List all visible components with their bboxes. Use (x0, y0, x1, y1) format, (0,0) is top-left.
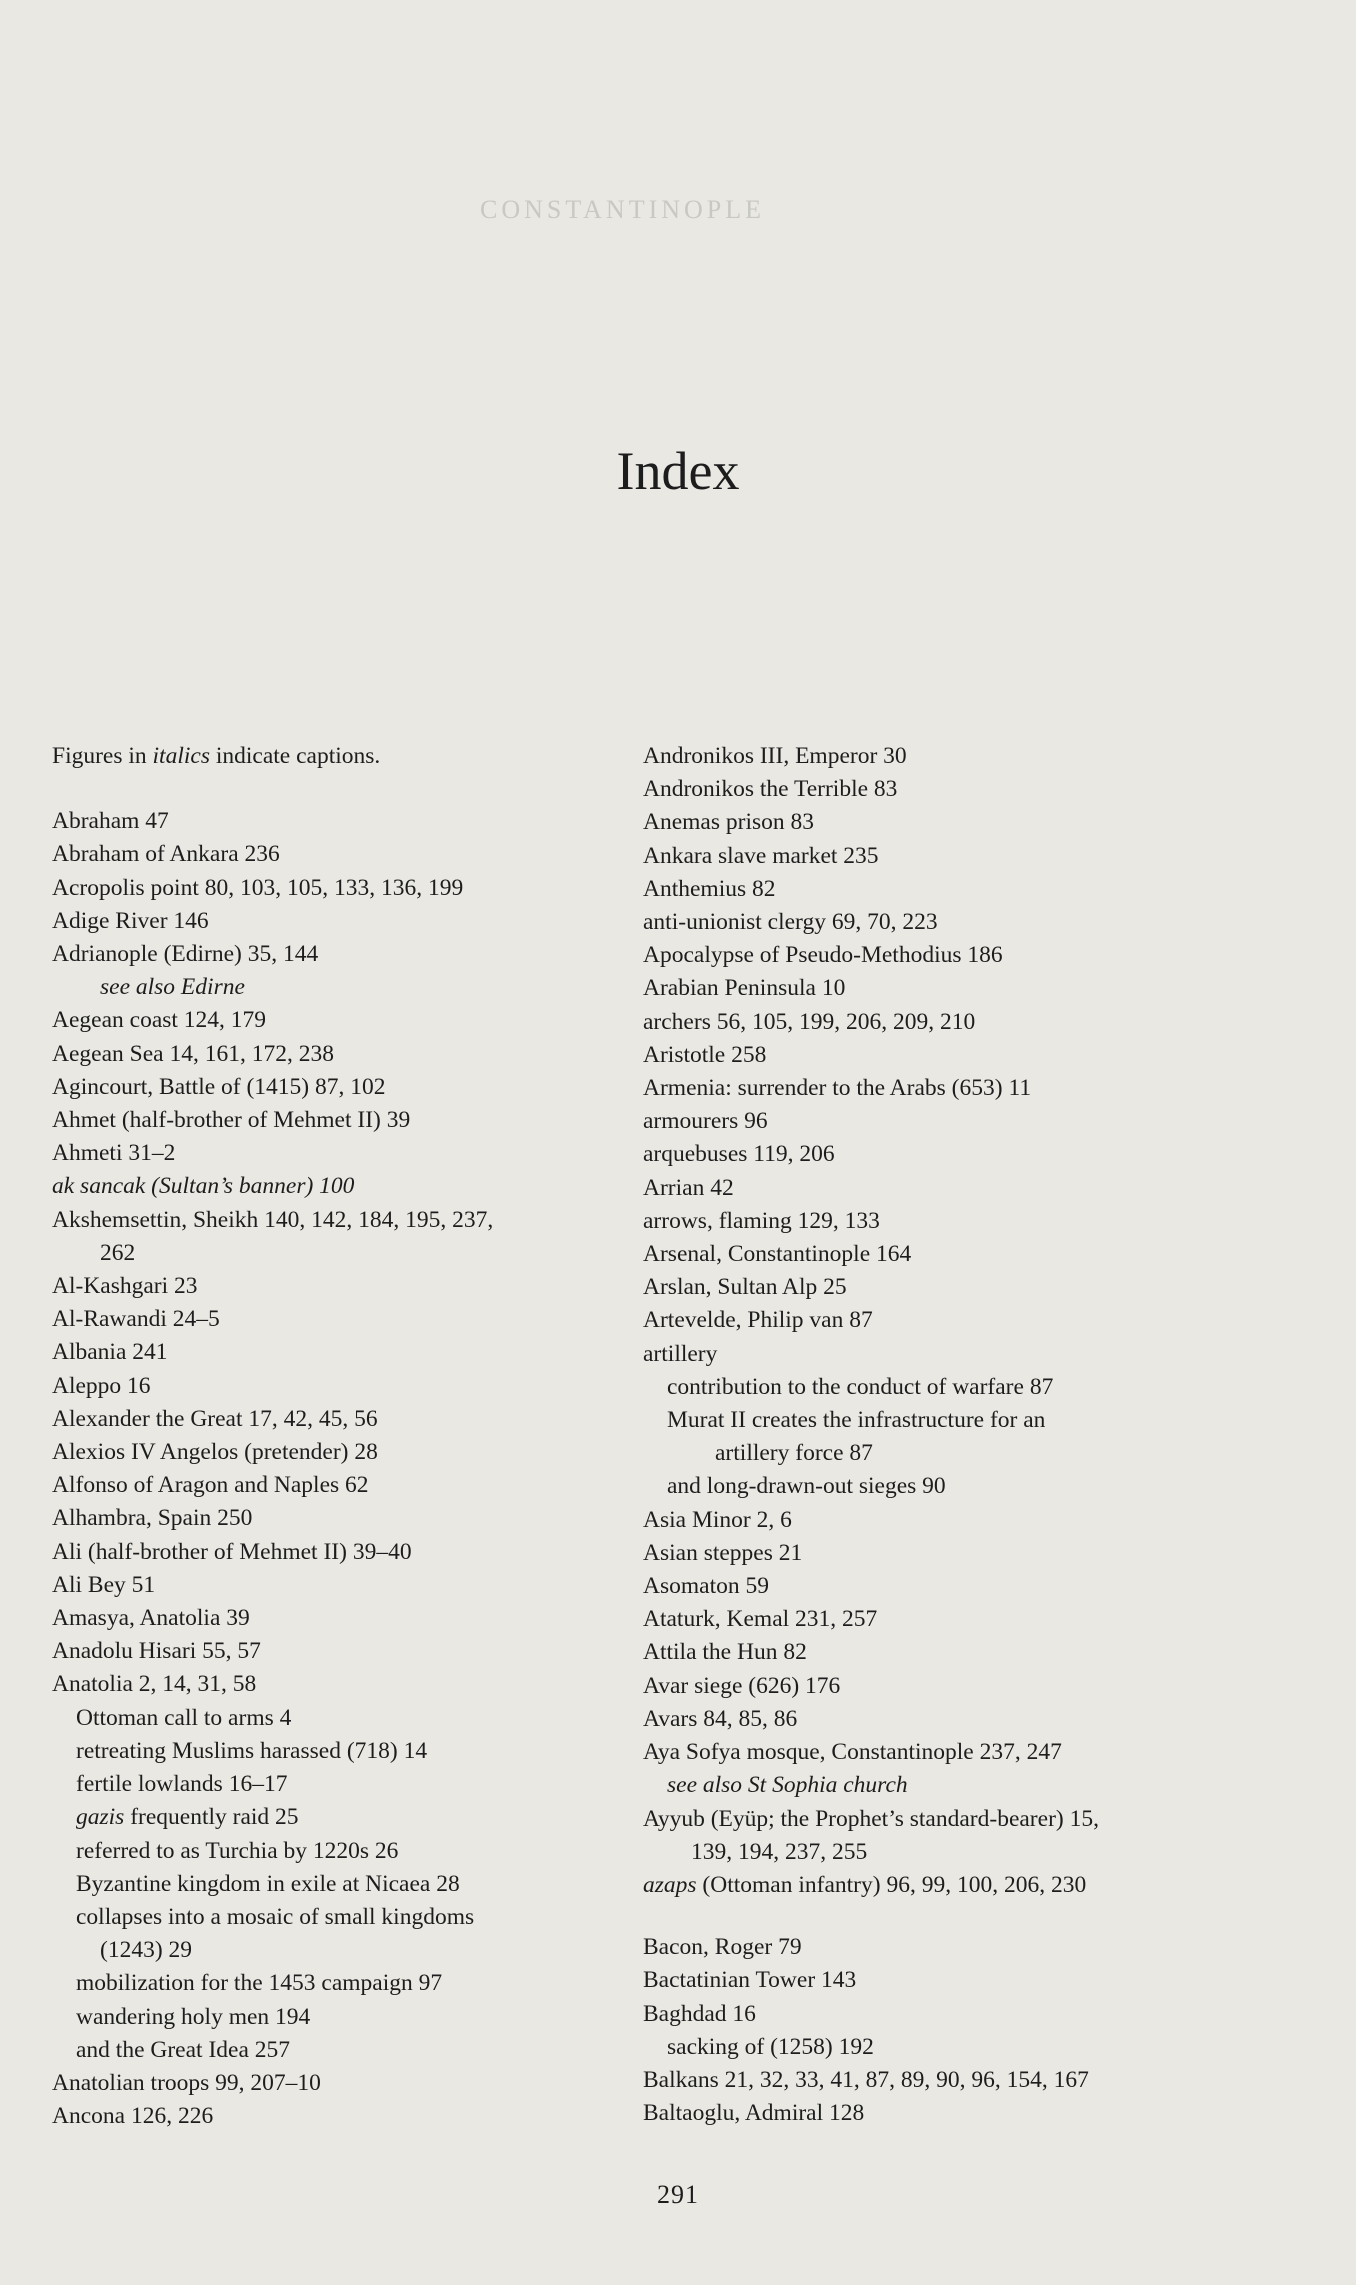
index-entry: Asomaton 59 (643, 1573, 769, 1600)
index-entry: Artevelde, Philip van 87 (643, 1307, 873, 1334)
index-column-left (52, 740, 612, 2133)
index-entry: Asian steppes 21 (643, 1539, 803, 1566)
index-entry: Akshemsettin, Sheikh 140, 142, 184, 195, 237, (52, 1206, 494, 1233)
index-subentry: and the Great Idea 257 (76, 2036, 291, 2063)
index-entry: Ali Bey 51 (52, 1571, 156, 1598)
index-subentry: fertile lowlands 16–17 (76, 1771, 288, 1798)
index-column-right (643, 740, 1283, 2130)
index-subentry: retreating Muslims harassed (718) 14 (76, 1737, 428, 1764)
index-entry: Adige River 146 (52, 907, 209, 934)
index-subentry: Murat II creates the infrastructure for an (667, 1407, 1046, 1434)
index-entry: Arabian Peninsula 10 (643, 975, 846, 1002)
index-subentry-continuation: artillery force 87 (715, 1440, 873, 1467)
index-entry: arrows, flaming 129, 133 (643, 1207, 880, 1234)
index-entry: armourers 96 (643, 1108, 768, 1135)
index-entry: Ancona 126, 226 (52, 2103, 214, 2130)
index-entry: Avars 84, 85, 86 (643, 1705, 798, 1732)
index-entry: Aya Sofya mosque, Constantinople 237, 247 (643, 1739, 1062, 1766)
index-entry: Arsenal, Constantinople 164 (643, 1241, 912, 1268)
index-entry: Abraham 47 (52, 808, 169, 835)
index-entry: anti-unionist clergy 69, 70, 223 (643, 909, 938, 936)
index-entry: Abraham of Ankara 236 (52, 841, 280, 868)
index-entry: Ankara slave market 235 (643, 842, 879, 869)
index-subentry: referred to as Turchia by 1220s 26 (76, 1837, 399, 1864)
index-entry: Aegean Sea 14, 161, 172, 238 (52, 1040, 334, 1067)
index-subentry: mobilization for the 1453 campaign 97 (76, 1970, 443, 1997)
index-subentry: collapses into a mosaic of small kingdoms (76, 1903, 475, 1930)
index-entry: Anatolia 2, 14, 31, 58 (52, 1671, 257, 1698)
index-entry: Baghdad 16 (643, 2000, 756, 2027)
index-entry: Andronikos the Terrible 83 (643, 776, 898, 803)
index-entry: ak sancak (Sultan’s banner) 100 (52, 1173, 355, 1200)
index-entry: Bacon, Roger 79 (643, 1934, 802, 1961)
index-entry: Al-Kashgari 23 (52, 1273, 198, 1300)
index-subentry-continuation: (1243) 29 (100, 1937, 193, 1964)
index-entry: Al-Rawandi 24–5 (52, 1306, 220, 1333)
index-entry: Albania 241 (52, 1339, 168, 1366)
index-entry: Anatolian troops 99, 207–10 (52, 2069, 321, 2096)
index-entry: Asia Minor 2, 6 (643, 1506, 792, 1533)
index-entry: Alexander the Great 17, 42, 45, 56 (52, 1405, 378, 1432)
index-entry-continuation: 262 (100, 1239, 136, 1266)
index-entry: Aegean coast 124, 179 (52, 1007, 267, 1034)
index-subentry: see also Edirne (100, 974, 245, 1001)
index-entry: Ahmeti 31–2 (52, 1140, 176, 1167)
index-entry: Bactatinian Tower 143 (643, 1967, 857, 1994)
index-subentry: Byzantine kingdom in exile at Nicaea 28 (76, 1870, 460, 1897)
index-subentry: see also St Sophia church (667, 1772, 908, 1799)
index-entry: Ayyub (Eyüp; the Prophet’s standard-bearer) 15, (643, 1805, 1099, 1832)
index-entry: Alfonso of Aragon and Naples 62 (52, 1472, 369, 1499)
index-entry: Amasya, Anatolia 39 (52, 1605, 250, 1632)
index-note: Figures in italics indicate captions. (52, 743, 381, 769)
index-subentry: Ottoman call to arms 4 (76, 1704, 292, 1731)
index-entry-continuation: 139, 194, 237, 255 (691, 1838, 868, 1865)
index-entry: Adrianople (Edirne) 35, 144 (52, 941, 319, 968)
index-entry: Ataturk, Kemal 231, 257 (643, 1606, 878, 1633)
index-entry: Apocalypse of Pseudo-Methodius 186 (643, 942, 1003, 969)
index-subentry: and long-drawn-out sieges 90 (667, 1473, 946, 1500)
index-entry: arquebuses 119, 206 (643, 1141, 835, 1168)
index-subentry: sacking of (1258) 192 (667, 2033, 874, 2060)
page-title: Index (616, 441, 740, 501)
index-entry: Baltaoglu, Admiral 128 (643, 2100, 865, 2127)
index-entry: Aleppo 16 (52, 1372, 151, 1399)
index-subentry: wandering holy men 194 (76, 2003, 311, 2030)
index-entry: archers 56, 105, 199, 206, 209, 210 (643, 1008, 976, 1035)
index-entry: Arslan, Sultan Alp 25 (643, 1274, 847, 1301)
index-entry: Attila the Hun 82 (643, 1639, 807, 1666)
index-entry: Anthemius 82 (643, 875, 776, 902)
index-entry: Anemas prison 83 (643, 809, 815, 836)
index-subentry: contribution to the conduct of warfare 87 (667, 1373, 1054, 1400)
index-entry: Balkans 21, 32, 33, 41, 87, 89, 90, 96, 154, 167 (643, 2066, 1089, 2093)
index-entry: Armenia: surrender to the Arabs (653) 11 (643, 1075, 1032, 1102)
index-subentry: gazis frequently raid 25 (76, 1804, 299, 1831)
index-entry: Agincourt, Battle of (1415) 87, 102 (52, 1073, 386, 1100)
index-entry: artillery (643, 1340, 718, 1367)
index-entry: Andronikos III, Emperor 30 (643, 743, 907, 769)
page-number: 291 (657, 2180, 699, 2209)
index-entry: Anadolu Hisari 55, 57 (52, 1638, 261, 1665)
index-entry: Ali (half-brother of Mehmet II) 39–40 (52, 1538, 412, 1565)
index-entry: Acropolis point 80, 103, 105, 133, 136, 199 (52, 874, 464, 901)
index-entry: Arrian 42 (643, 1174, 734, 1201)
index-entry: Aristotle 258 (643, 1041, 767, 1068)
index-entry: Ahmet (half-brother of Mehmet II) 39 (52, 1107, 411, 1134)
index-entry: Alhambra, Spain 250 (52, 1505, 253, 1532)
index-entry: Alexios IV Angelos (pretender) 28 (52, 1439, 378, 1466)
index-entry: azaps (Ottoman infantry) 96, 99, 100, 206, 230 (643, 1871, 1087, 1898)
bleed-through-header: CONSTANTINOPLE (480, 195, 766, 224)
index-entry: Avar siege (626) 176 (643, 1672, 841, 1699)
